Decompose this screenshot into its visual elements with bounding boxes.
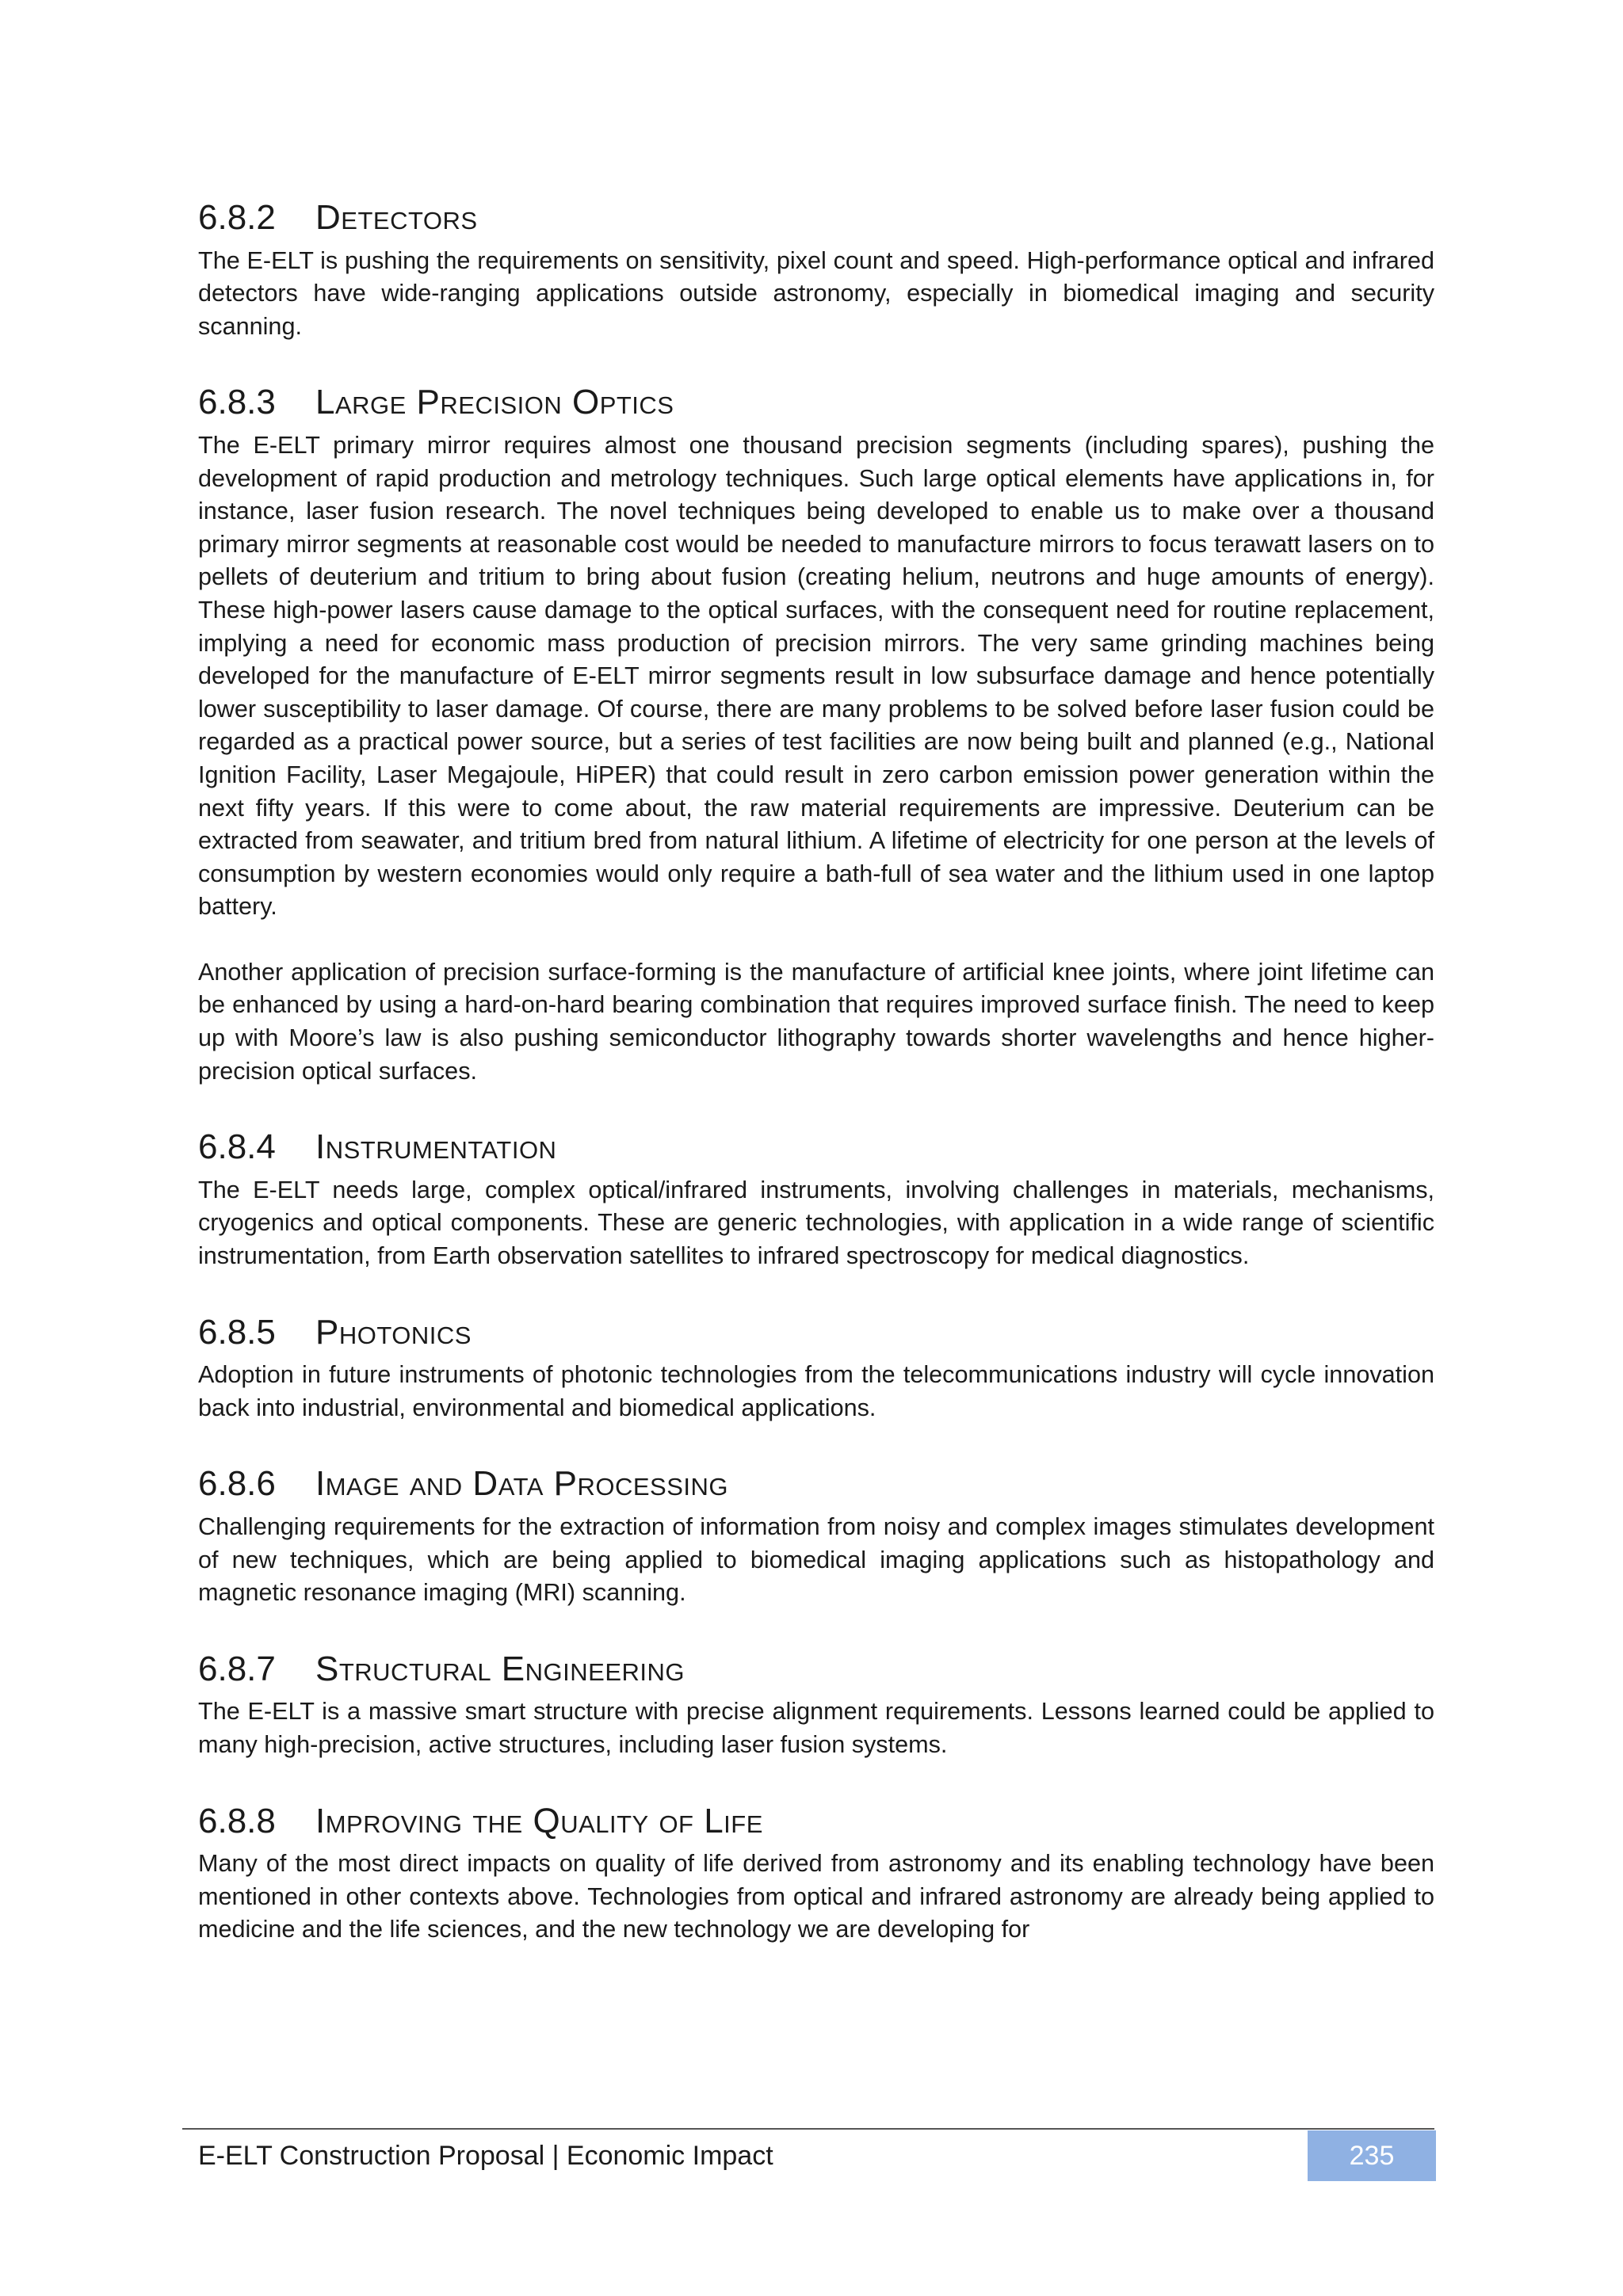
section-number: 6.8.8 <box>198 1801 276 1840</box>
paragraph: The E-ELT is a massive smart structure with precise alignment requirements. Lessons learned could be applied to many high-precision, active structures, including laser fusion systems. <box>198 1698 1434 1758</box>
section-title: Improving the Quality of Life <box>315 1801 763 1840</box>
section-heading <box>198 1464 1434 1505</box>
section-number: 6.8.3 <box>198 383 276 422</box>
document-body <box>198 198 1434 1947</box>
footer-title: E-ELT Construction Proposal | Economic Impact <box>198 2141 773 2171</box>
paragraph: The E-ELT needs large, complex optical/infrared instruments, involving challenges in materials, mechanisms, cryogenics and optical components. These are generic technologies, with application in a wide range of scientific instrumentation, from Earth observation satellites to infrared spectroscopy for medical diagnostics. <box>198 1176 1434 1270</box>
section-heading <box>198 1650 1434 1690</box>
section-title: Structural Engineering <box>315 1649 685 1688</box>
paragraph: The E-ELT primary mirror requires almost one thousand precision segments (including spares), pushing the development of rapid production and metrology techniques. Such large optical elements have applications in, for instance, laser fusion research. The novel techniques being developed to enable us to make over a thousand primary mirror segments at reasonable cost would be needed to manufacture mirrors to focus terawatt lasers on to pellets of deuterium and tritium to bring about fusion (creating helium, neutrons and huge amounts of energy). These high-power lasers cause damage to the optical surfaces, with the consequent need for routine replacement, implying a need for economic mass production of precision mirrors. The very same grinding machines being developed for the manufacture of E-ELT mirror segments result in low subsurface damage and hence potentially lower susceptibility to laser damage. Of course, there are many problems to be solved before laser fusion could be regarded as a practical power source, but a series of test facilities are now being built and planned (e.g., National Ignition Facility, Laser Megajoule, HiPER) that could result in zero carbon emission power generation within the next fifty years. If this were to come about, the raw material requirements are impressive. Deuterium can be extracted from seawater, and tritium bred from natural lithium. A lifetime of electricity for one person at the levels of consumption by western economies would only require a bath-full of sea water and the lithium used in one laptop battery. <box>198 431 1434 921</box>
section-photonics <box>198 1313 1434 1425</box>
section-large-precision-optics <box>198 383 1434 1088</box>
section-heading <box>198 1127 1434 1168</box>
section-number: 6.8.5 <box>198 1312 276 1352</box>
section-number: 6.8.6 <box>198 1464 276 1504</box>
page-number-badge: 235 <box>1308 2130 1436 2181</box>
section-title: Detectors <box>315 198 478 237</box>
paragraph: Another application of precision surface-forming is the manufacture of artificial knee joints, where joint lifetime can be enhanced by using a hard-on-hard bearing combination that requires improved surface finish. The need to keep up with Moore’s law is also pushing semiconductor lithography towards shorter wavelengths and hence higher-precision optical surfaces. <box>198 958 1434 1085</box>
section-quality-of-life <box>198 1802 1434 1947</box>
section-number: 6.8.4 <box>198 1127 276 1167</box>
section-number: 6.8.2 <box>198 198 276 237</box>
section-detectors <box>198 198 1434 343</box>
section-title: Photonics <box>315 1312 472 1352</box>
section-title: Instrumentation <box>315 1127 557 1167</box>
paragraph: Many of the most direct impacts on quality of life derived from astronomy and its enabling technology have been mentioned in other contexts above. Technologies from optical and infrared astronomy are already being applied to medicine and the life sciences, and the new technology we are developing for <box>198 1850 1434 1943</box>
section-number: 6.8.7 <box>198 1649 276 1688</box>
paragraph: Adoption in future instruments of photonic technologies from the telecommunications industry will cycle innovation back into industrial, environmental and biomedical applications. <box>198 1361 1434 1421</box>
section-heading <box>198 198 1434 238</box>
paragraph: The E-ELT is pushing the requirements on sensitivity, pixel count and speed. High-performance optical and infrared detectors have wide-ranging applications outside astronomy, especially in biomedical imaging and security scanning. <box>198 246 1434 340</box>
section-title: Image and Data Processing <box>315 1464 728 1504</box>
section-heading <box>198 1313 1434 1353</box>
paragraph: Challenging requirements for the extraction of information from noisy and complex images stimulates development of new techniques, which are being applied to biomedical imaging applications such as histopathology and magnetic resonance imaging (MRI) scanning. <box>198 1513 1434 1607</box>
section-heading <box>198 383 1434 423</box>
section-instrumentation <box>198 1127 1434 1272</box>
section-structural-engineering <box>198 1650 1434 1762</box>
section-title: Large Precision Optics <box>315 383 674 422</box>
section-heading <box>198 1802 1434 1842</box>
footer-divider <box>182 2128 1434 2130</box>
section-image-data-processing <box>198 1464 1434 1609</box>
